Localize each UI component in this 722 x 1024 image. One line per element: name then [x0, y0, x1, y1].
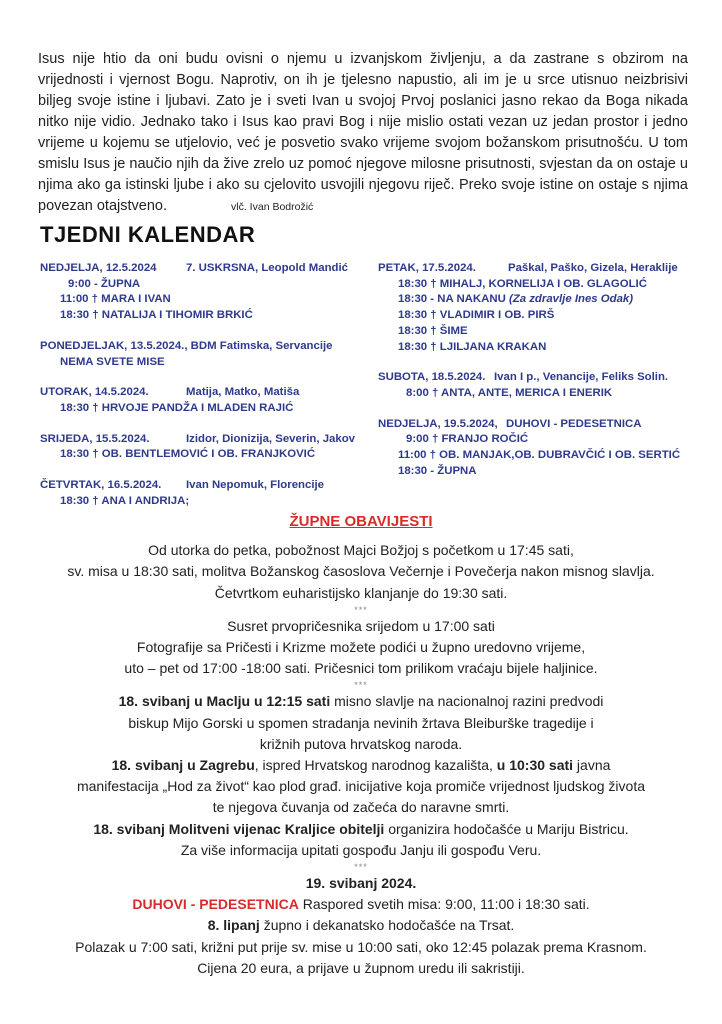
- calendar-day: [40, 261, 370, 324]
- intro-paragraph: [38, 49, 688, 218]
- day-date: ČETVRTAK, 16.5.2024.: [40, 479, 162, 492]
- mass-entry: 9:00 † FRANJO ROČIĆ: [406, 433, 529, 446]
- calendar-day: [40, 385, 370, 416]
- calendar-day: [378, 261, 698, 355]
- announcement-block: [0, 873, 722, 979]
- announcement-line: 8. lipanj župno i dekanatsko hodočašće na Trsat.: [207, 917, 515, 934]
- mass-entry: 18:30 † OB. BENTLEMOVIĆ I OB. FRANJKOVIĆ: [60, 448, 316, 461]
- mass-entry: 11:00 † OB. MANJAK,OB. DUBRAVČIĆ I OB. SERTIĆ: [398, 449, 681, 462]
- mass-entry: NEMA SVETE MISE: [60, 355, 165, 368]
- announcements-section: [0, 511, 722, 979]
- announcement-line: Za više informacija upitati gospođu Janju ili gospođu Veru.: [180, 841, 542, 858]
- day-date: NEDJELJA, 12.5.2024: [40, 262, 157, 274]
- day-date: SRIJEDA, 15.5.2024.: [40, 432, 150, 445]
- separator: ***: [354, 604, 368, 615]
- calendar-day: [40, 432, 370, 463]
- calendar-day: [40, 339, 370, 370]
- calendar-day: [378, 417, 698, 480]
- mass-entry: 18:30 † ANA I ANDRIJA;: [60, 494, 190, 507]
- announcement-line: Cijena 20 eura, a prijave u župnom uredu ili sakristiji.: [197, 959, 525, 976]
- day-saints: DUHOVI - PEDESETNICA: [506, 417, 642, 430]
- day-saints: 7. USKRSNA, Leopold Mandić: [186, 262, 349, 274]
- announcement-line: 18. svibanj u Maclju u 12:15 sati misno slavlje na nacionalnoj razini predvodi: [118, 693, 604, 710]
- announcement-line: Susret prvopričesnika srijedom u 17:00 sati: [227, 617, 495, 634]
- announcement-line: 18. svibanj Molitveni vijenac Kraljice obitelji organizira hodočašće u Mariju Bistricu.: [93, 820, 629, 837]
- day-saints: Ivan Nepomuk, Florencije: [186, 479, 324, 492]
- announcement-line: 19. svibanj 2024.: [305, 875, 417, 892]
- announcement-line: Fotografije sa Pričesti i Krizme možete podići u župno uredovno vrijeme,: [136, 639, 586, 656]
- intro-signature: vlč. Ivan Bodrožić: [231, 201, 314, 213]
- announcements-title: ŽUPNE OBAVIJESTI: [289, 513, 433, 530]
- announcement-line: uto – pet od 17:00 -18:00 sati. Pričesnici tom prilikom vraćaju bijele haljinice.: [124, 660, 598, 677]
- day-saints: Ivan I p., Venancije, Feliks Solin.: [494, 371, 669, 384]
- calendar-day: [378, 370, 698, 401]
- day-saints: Matija, Matko, Matiša: [186, 386, 300, 399]
- day-date: NEDJELJA, 19.5.2024,: [378, 417, 498, 430]
- calendar-left-column: [40, 261, 370, 524]
- announcement-line: Četvrtkom euharistijsko klanjanje do 19:30 sati.: [214, 584, 508, 601]
- mass-entry: 18:30 - ŽUPNA: [398, 464, 477, 477]
- day-date: PETAK, 17.5.2024.: [378, 262, 476, 274]
- day-date: PONEDJELJAK, 13.5.2024., BDM Fatimska, Servancije: [40, 339, 333, 352]
- mass-entry: 18:30 † NATALIJA I TIHOMIR BRKIĆ: [60, 309, 253, 322]
- day-date: SUBOTA, 18.5.2024.: [378, 371, 486, 384]
- announcement-line: Polazak u 7:00 sati, križni put prije sv. mise u 10:00 sati, oko 12:45 polazak prema Krasnom.: [75, 938, 647, 955]
- mass-entry: 18:30 - NA NAKANU (Za zdravlje Ines Odak): [398, 293, 634, 306]
- announcement-line: biskup Mijo Gorski u spomen stradanja nevinih žrtava Bleiburške tragedije i: [128, 714, 594, 731]
- day-saints: Paškal, Paško, Gizela, Heraklije: [508, 262, 678, 274]
- calendar-day: [40, 478, 370, 509]
- announcement-block: [0, 540, 722, 604]
- mass-entry: 9:00 - ŽUPNA: [68, 277, 141, 290]
- mass-entry: 11:00 † MARA I IVAN: [60, 293, 171, 306]
- mass-entry: 18:30 † MIHALJ, KORNELIJA I OB. GLAGOLIĆ: [398, 277, 647, 290]
- announcement-line: manifestacija „Hod za život“ kao plod građ. inicijative koja promiče vrijednost ljudskog života: [76, 778, 646, 795]
- mass-entry: 18:30 † HRVOJE PANDŽA I MLADEN RAJIĆ: [60, 401, 294, 414]
- announcement-line: DUHOVI - PEDESETNICA Raspored svetih misa: 9:00, 11:00 i 18:30 sati.: [132, 896, 590, 913]
- mass-entry: 8:00 † ANTA, ANTE, MERICA I ENERIK: [406, 386, 613, 399]
- announcement-block: [0, 616, 722, 680]
- mass-entry: 18:30 † ŠIME: [398, 324, 468, 337]
- separator: ***: [354, 862, 368, 873]
- announcement-line: te njegova čuvanja od začeća do naravne smrti.: [212, 799, 510, 816]
- announcement-line: 18. svibanj u Zagrebu, ispred Hrvatskog narodnog kazališta, u 10:30 sati javna: [111, 757, 611, 774]
- intro-text: Isus nije htio da oni budu ovisni o njemu u izvanjskom življenju, a da zastrane s obzirom na vrijednosti i vjernost Bogu. Naprotiv, on ih je tjelesno napustio, ali im je u srce utisnuo neizbrisivi biljeg svoje istine i ljubavi. Zato je i sveti Ivan u svojoj Prvoj poslanici jasno rekao da Boga nikada nitko nije vidio. Jednako tako i Isus kao pravi Bog i nije mislio ostati vezan uz jedan prostor i jedno vrijeme u kojemu se utjelovio, već je posvetio svako vrijeme svojom božanskom prisutnošću. U tom smislu Isus je naučio njih da žive zrelo uz pomoć njegove milosne prisutnosti, svjestan da on ostaje u njima ako ga istinski ljube i ako su cjelovito usvojili njegovu riječ. Preko svoje istine on ostaje s njima povezan otajstveno.: [38, 51, 688, 214]
- announcement-line: Od utorka do petka, pobožnost Majci Božjoj s početkom u 17:45 sati,: [148, 542, 574, 559]
- calendar-right-column: [378, 261, 698, 494]
- calendar-title: TJEDNI KALENDAR: [40, 222, 256, 247]
- announcement-line: križnih putova hrvatskog naroda.: [259, 735, 463, 752]
- day-saints: Izidor, Dionizija, Severin, Jakov: [186, 432, 356, 445]
- separator: ***: [354, 680, 368, 691]
- mass-entry: 18:30 † VLADIMIR I OB. PIRŠ: [398, 309, 555, 322]
- announcement-line: sv. misa u 18:30 sati, molitva Božanskog časoslova Večernje i Povečerja nakon misnog slavlja.: [67, 563, 655, 580]
- day-date: UTORAK, 14.5.2024.: [40, 386, 149, 399]
- mass-note: (Za zdravlje Ines Odak): [508, 293, 634, 306]
- announcement-block: [0, 691, 722, 861]
- mass-entry: 18:30 † LJILJANA KRAKAN: [398, 340, 547, 353]
